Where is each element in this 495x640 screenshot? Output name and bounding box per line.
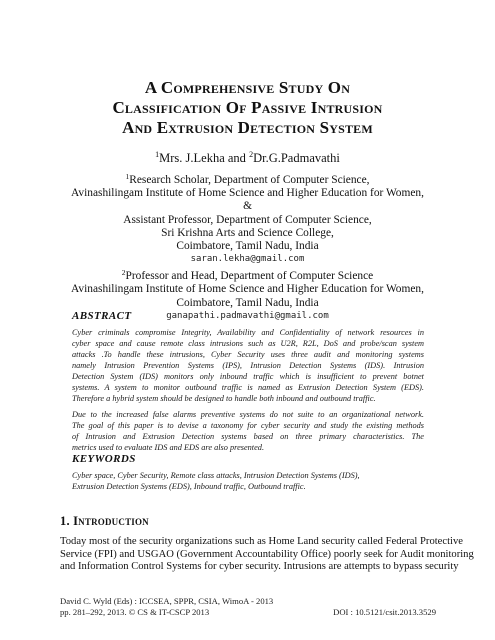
keywords-list — [72, 470, 424, 492]
author-email[interactable]: saran.lekha@gmail.com — [190, 254, 305, 265]
author-email[interactable]: ganapathi.padmavathi@gmail.com — [166, 310, 329, 321]
abstract-line: Detection System (IDS) monitors only inbound traffic which is insufficient to prevent botnet — [72, 372, 424, 381]
affiliation-line: Assistant Professor, Department of Computer Science, — [123, 213, 372, 226]
abstract-heading: ABSTRACT — [72, 310, 132, 322]
abstract-line: namely Intrusion Prevention Systems (IPS), Intrusion Detection Systems (IDS). Intrusion — [72, 361, 424, 370]
abstract-line: Therefore a hybrid system should be designed to handle both inbound and outbound traffic. — [72, 394, 376, 403]
footer-citation: pp. 281–292, 2013. © CS & IT-CSCP 2013 — [60, 607, 210, 617]
title-line: A Comprehensive Study On — [144, 78, 351, 97]
abstract-line: Due to the increased false alarms preventive systems do not suite to an organizational network. — [72, 410, 424, 419]
abstract-line: metrics used to evaluate IDS and EDS are also presented. — [72, 443, 265, 452]
body-line: Service (FPI) and USGAO (Government Accountability Office) poorly seek for Audit monitoring — [60, 548, 474, 560]
abstract-line: The goal of this paper is to devise a taxonomy for cyber security and study the existing methods — [72, 421, 424, 430]
abstract-line: systems. A system to monitor outbound traffic is named as Extrusion Detection System (EDS). — [72, 383, 424, 392]
body-line: Today most of the security organizations such as Home Land security called Federal Protective — [60, 536, 463, 547]
author-line — [40, 150, 455, 166]
affiliation-line: Sri Krishna Arts and Science College, — [161, 226, 334, 239]
author-name: Mrs. J.Lekha and — [159, 151, 250, 165]
keywords-line: Cyber space, Cyber Security, Remote class attacks, Intrusion Detection Systems (IDS), — [72, 471, 360, 480]
body-line: and Information Control Systems for cyber security. Intrusions are attempts to bypass security — [60, 561, 459, 573]
affiliation-mark: 2 — [121, 268, 126, 278]
abstract-line: Cyber criminals compromise Integrity, Availability and Confidentiality of network resources in — [72, 328, 424, 337]
title-line: And Extrusion Detection System — [122, 118, 373, 137]
abstract-line: cyber space and cause remote class intrusions such as U2R, R2L, DoS and probe/scan system — [72, 339, 424, 348]
abstract-paragraph — [72, 327, 424, 404]
affiliation-line: Avinashilingam Institute of Home Science and Higher Education for Women, — [71, 187, 424, 200]
affiliation-ampersand: & — [243, 200, 252, 213]
affiliation-line: $^2$Professor and Head, Department of Computer Science — [121, 268, 374, 283]
introduction-paragraph — [60, 536, 474, 574]
affiliations — [20, 170, 475, 323]
footer-line — [60, 607, 436, 618]
abstract-line: of Intrusion and Extrusion Detection systems based on three primary characteristics. The — [72, 432, 424, 441]
affiliation-mark: 1 — [125, 172, 130, 181]
keywords-line: Extrusion Detection Systems (EDS), Inbound traffic, Outbound traffic. — [72, 482, 306, 491]
introduction-heading: 1. Introduction — [60, 514, 149, 528]
paper-title — [40, 78, 455, 138]
footer-line: David C. Wyld (Eds) : ICCSEA, SPPR, CSIA, WimoA - 2013 — [60, 596, 274, 606]
title-line: Classification Of Passive Intrusion — [112, 98, 383, 117]
footer-doi[interactable]: DOI : 10.5121/csit.2013.3529 — [333, 607, 436, 617]
page-footer — [60, 596, 436, 618]
author-mark: 2 — [249, 150, 254, 159]
affiliation-line: $^1$Research Scholar, Department of Computer Science, — [125, 172, 370, 186]
affiliation-line: Avinashilingam Institute of Home Science and Higher Education for Women, — [71, 283, 424, 296]
affiliation-line: Coimbatore, Tamil Nadu, India — [176, 296, 319, 309]
author-name: Dr.G.Padmavathi — [253, 151, 340, 165]
author-mark: 1 — [155, 150, 160, 159]
affiliation-line: Coimbatore, Tamil Nadu, India — [176, 240, 319, 253]
keywords-heading: KEYWORDS — [72, 453, 136, 465]
abstract-line: attacks .To handle these intrusions, Cyber Security uses three audit and monitoring systems — [72, 350, 424, 359]
abstract-paragraph — [72, 409, 424, 453]
